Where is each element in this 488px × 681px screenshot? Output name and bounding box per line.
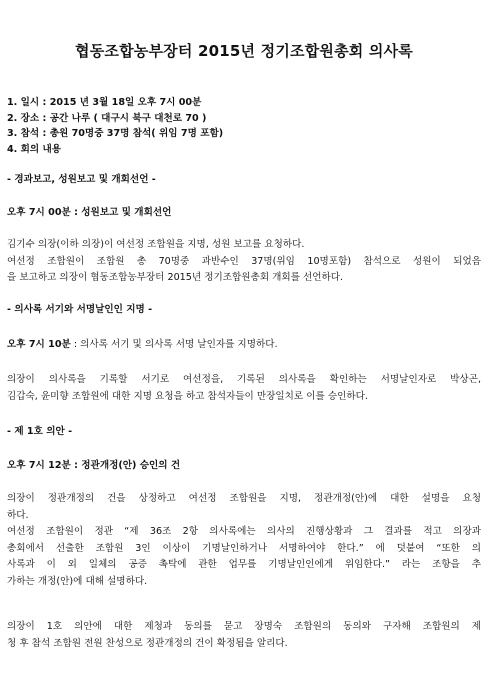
paragraph-line: 을 보고하고 의장이 협동조합농부장터 2015년 정기조합원총회 개회를 선언하다. [7,272,344,283]
subheading-text: : 의사록 서기 및 의사록 서명 날인자를 지명하다. [70,339,278,350]
paragraph-line: 여선정 조합원이 조합원 총 70명중 과반수인 37명(위임 10명포함) 참석으로 성원이 되었음 [7,255,481,267]
section-body-report [7,237,481,287]
paragraph-line: 김기수 의장(이하 의장)이 여선정 조합원을 지명, 성원 보고를 요청하다. [7,239,305,250]
section-body-secretary [7,372,481,405]
paragraph-line: 사록과 이 외 일체의 공증 촉탁에 관한 업무를 기명날인인에게 위임한다.” 라는 조항을 추 [7,559,481,570]
paragraph-line: 청 후 참석 조합원 전원 찬성으로 정관개정의 건이 확정됨을 알리다. [7,637,288,649]
section-body-agenda1 [7,491,481,590]
paragraph-line: 하다. [7,509,29,521]
section-heading-agenda1: - 제 1호 의안 - [7,426,73,437]
info-attendance: 3. 참석 : 총원 70명중 37명 참석( 위임 7명 포함) [7,128,224,139]
document-title: 협동조합농부장터 2015년 정기조합원총회 의사록 [75,42,413,60]
section-subheading-report: 오후 7시 00분 : 성원보고 및 개회선언 [7,207,172,218]
paragraph-line: 의장이 정관개정의 건을 상정하고 여선정 조합원을 지명, 정관개정(안)에 대한 설명을 요청 [7,493,481,504]
section-subheading-secretary [7,337,481,354]
paragraph-line: 의장이 1호 의안에 대한 제청과 동의를 묻고 장명숙 조합원의 동의와 구자해 조합원의 제 [7,621,481,632]
paragraph-line: 총회에서 선출한 조합원 3인 이상이 기명날인하거나 서명하여야 한다.” 에 덧붙여 “또한 의 [7,542,481,554]
meeting-info [7,95,223,157]
section-body-agenda1-result [7,619,481,652]
section-heading-report: - 경과보고, 성원보고 및 개회선언 - [7,174,156,185]
paragraph-line: 김갑숙, 윤미향 조합원에 대한 지명 요청을 하고 참석자들이 만장일치로 이를 승인하다. [7,390,368,402]
paragraph-line: 여선정 조합원이 정관 “제 36조 2항 의사록에는 의사의 진행상황과 그 결과를 적고 의장과 [7,526,481,537]
section-heading-secretary: - 의사록 서기와 서명날인인 지명 - [7,304,153,315]
subheading-time: 오후 7시 10분 [7,339,71,350]
info-date: 1. 일시 : 2015 년 3월 18일 오후 7시 00분 [7,97,202,108]
info-agenda: 4. 회의 내용 [7,143,62,155]
paragraph-line: 가하는 개정(안)에 대해 설명하다. [7,575,148,587]
info-place: 2. 장소 : 공간 나루 ( 대구시 북구 대천로 70 ) [7,112,207,124]
section-subheading-agenda1: 오후 7시 12분 : 정관개정(안) 승인의 건 [7,460,181,471]
paragraph-line: 의장이 의사록을 기록할 서기로 여선정을, 기록된 의사록을 확인하는 서명날인자로 박상곤, [7,374,481,385]
